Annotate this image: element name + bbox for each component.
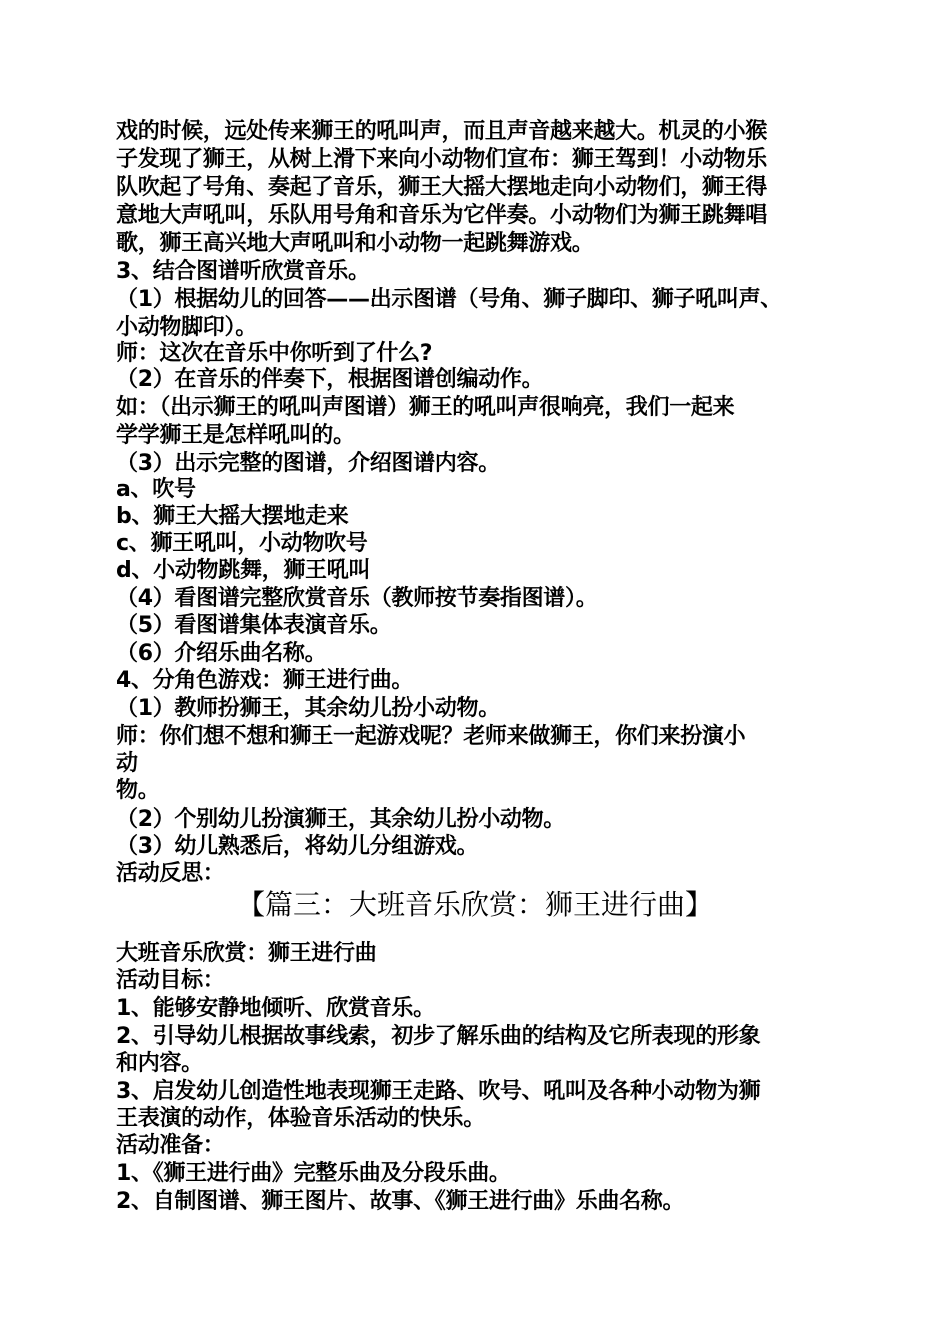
paragraph-line: 物。: [116, 778, 160, 803]
paragraph-line: （3）出示完整的图谱，介绍图谱内容。: [116, 451, 500, 476]
paragraph-line: （5）看图谱集体表演音乐。: [116, 613, 392, 638]
paragraph-line: 和内容。: [116, 1051, 203, 1076]
paragraph-line: 歌，狮王高兴地大声吼叫和小动物一起跳舞游戏。: [116, 231, 594, 256]
paragraph-line: 师：你们想不想和狮王一起游戏呢？老师来做狮王，你们来扮演小: [116, 724, 746, 749]
paragraph-line: 学学狮王是怎样吼叫的。: [116, 423, 355, 448]
list-item: 2、引导幼儿根据故事线索，初步了解乐曲的结构及它所表现的形象: [116, 1024, 761, 1049]
section-heading: 【篇三：大班音乐欣赏：狮王进行曲】: [236, 888, 713, 921]
paragraph-line: （1）根据幼儿的回答——出示图谱（号角、狮子脚印、狮子吼叫声、: [116, 287, 783, 312]
list-item: d、小动物跳舞，狮王吼叫: [116, 558, 371, 583]
paragraph-line: （3）幼儿熟悉后，将幼儿分组游戏。: [116, 834, 479, 859]
list-item: 1、能够安静地倾听、欣赏音乐。: [116, 996, 435, 1021]
list-item: 3、启发幼儿创造性地表现狮王走路、吹号、吼叫及各种小动物为狮: [116, 1079, 761, 1104]
paragraph-line: （2）个别幼儿扮演狮王，其余幼儿扮小动物。: [116, 807, 566, 832]
paragraph-line: （1）教师扮狮王，其余幼儿扮小动物。: [116, 696, 500, 721]
paragraph-line: （6）介绍乐曲名称。: [116, 641, 327, 666]
paragraph-line: 活动反思：: [116, 861, 225, 886]
paragraph-line: 意地大声吼叫，乐队用号角和音乐为它伴奏。小动物们为狮王跳舞唱: [116, 203, 768, 228]
paragraph-line: （4）看图谱完整欣赏音乐（教师按节奏指图谱）。: [116, 586, 598, 611]
list-item: 1、《狮王进行曲》完整乐曲及分段乐曲。: [116, 1161, 511, 1186]
section-subtitle: 大班音乐欣赏：狮王进行曲: [116, 941, 377, 966]
paragraph-line: 师：这次在音乐中你听到了什么?: [116, 341, 433, 366]
paragraph-line: 活动目标：: [116, 968, 225, 993]
paragraph-line: 如：（出示狮王的吼叫声图谱）狮王的吼叫声很响亮，我们一起来: [116, 395, 735, 420]
list-item: b、狮王大摇大摆地走来: [116, 504, 349, 529]
step-title: 4、分角色游戏：狮王进行曲。: [116, 668, 414, 693]
paragraph-line: 戏的时候，远处传来狮王的吼叫声，而且声音越来越大。机灵的小猴: [116, 119, 768, 144]
list-item: a、吹号: [116, 477, 196, 502]
paragraph-line: 小动物脚印）。: [116, 315, 257, 340]
paragraph-line: 王表演的动作，体验音乐活动的快乐。: [116, 1106, 485, 1131]
step-title: 3、结合图谱听欣赏音乐。: [116, 259, 370, 284]
list-item: 2、自制图谱、狮王图片、故事、《狮王进行曲》乐曲名称。: [116, 1189, 685, 1214]
paragraph-line: （2）在音乐的伴奏下，根据图谱创编动作。: [116, 367, 544, 392]
list-item: c、狮王吼叫，小动物吹号: [116, 531, 368, 556]
paragraph-line: 活动准备：: [116, 1133, 225, 1158]
paragraph-line: 子发现了狮王，从树上滑下来向小动物们宣布：狮王驾到！小动物乐: [116, 147, 768, 172]
paragraph-line: 队吹起了号角、奏起了音乐，狮王大摇大摆地走向小动物们，狮王得: [116, 175, 768, 200]
paragraph-line: 动: [116, 751, 138, 776]
